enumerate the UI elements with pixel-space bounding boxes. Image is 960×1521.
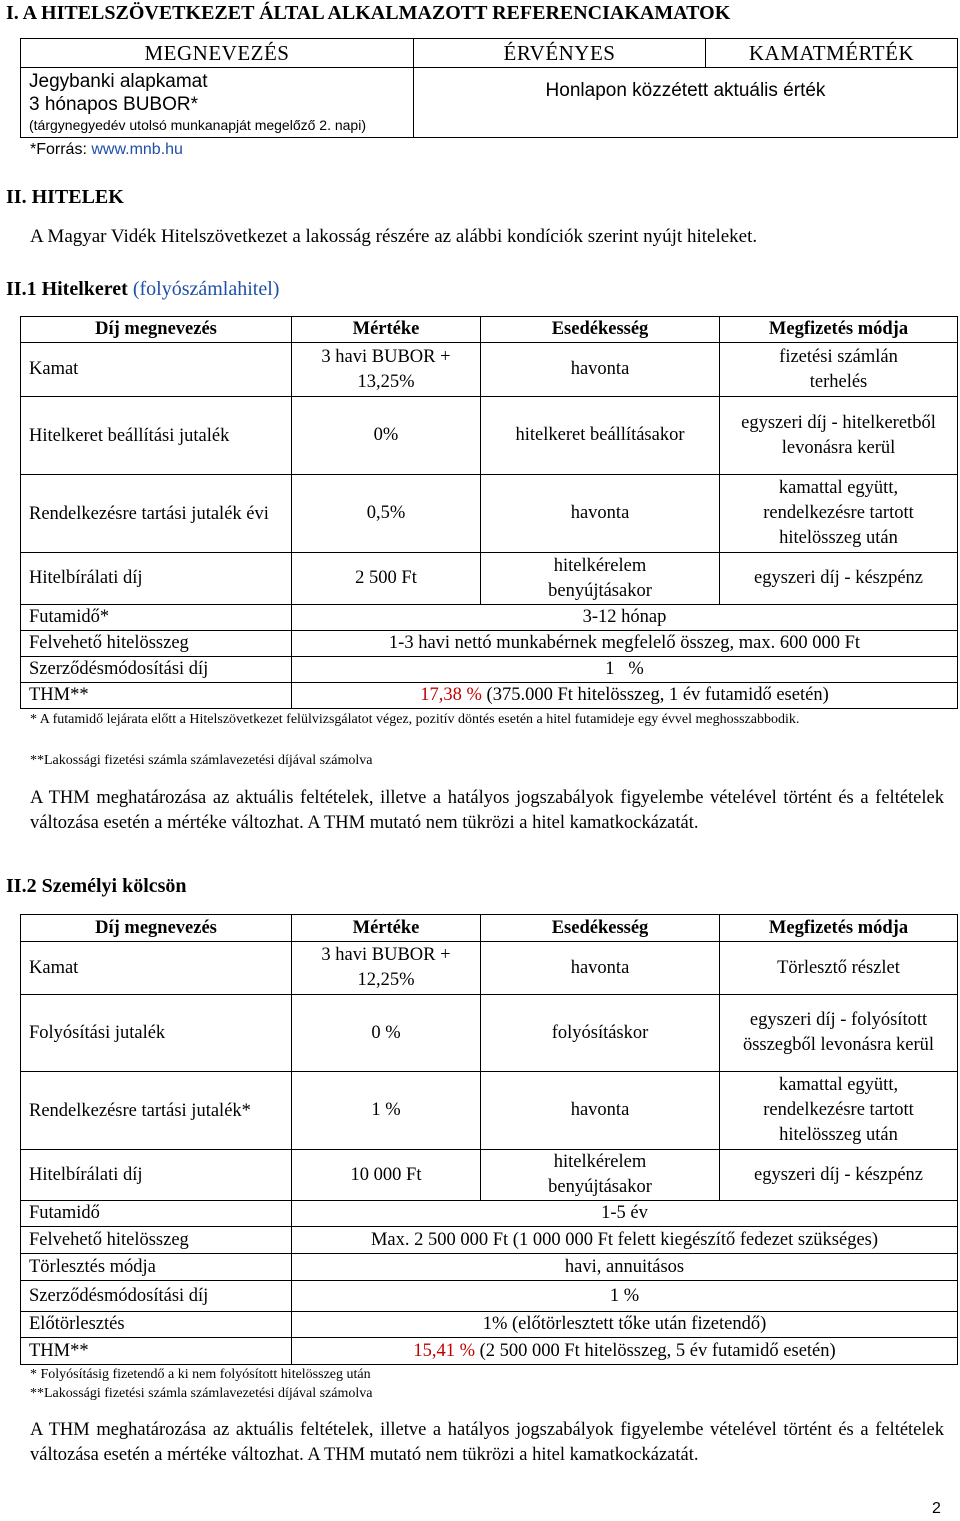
cl-thm-cell — [292, 683, 958, 709]
table-row — [21, 1254, 958, 1281]
cl-mod-value: 1 % — [292, 657, 958, 683]
cl-amount-value: 1-3 havi nettó munkabérnek megfelelő összeg, max. 600 000 Ft — [292, 631, 958, 657]
pl-thm-detail: (2 500 000 Ft hitelösszeg, 5 év futamidő esetén) — [474, 1340, 836, 1361]
table-row — [21, 942, 958, 995]
pl-row-name: Rendelkezésre tartási jutalék* — [21, 1072, 292, 1150]
credit-line-title-paren: (folyószámlahitel) — [132, 278, 280, 300]
ref-rows-cell — [21, 68, 414, 138]
pl-header-payment: Megfizetés módja — [720, 915, 958, 942]
cl-row-payment: egyszeri díj - hitelkeretből levonásra kerül — [720, 397, 958, 475]
pl-row-name: Folyósítási jutalék — [21, 995, 292, 1072]
cl-row-payment: kamattal együtt, rendelkezésre tartott hitelösszeg után — [720, 475, 958, 553]
pl-prepay-value: 1% (előtörlesztett tőke után fizetendő) — [292, 1312, 958, 1338]
pl-row-due: hitelkérelem benyújtásakor — [481, 1150, 720, 1201]
cl-row-rate: 2 500 Ft — [292, 553, 481, 605]
pl-row-due: havonta — [481, 1072, 720, 1150]
pl-note1: * Folyósításig fizetendő a ki nem folyósított hitelösszeg után — [30, 1367, 371, 1382]
section2-intro: A Magyar Vidék Hitelszövetkezet a lakosság részére az alábbi kondíciók szerint nyújt hiteleket. — [30, 226, 758, 247]
cl-row-due: havonta — [481, 343, 720, 397]
pl-row-rate: 0 % — [292, 995, 481, 1072]
pl-thm-cell — [292, 1338, 958, 1365]
table-row — [21, 1227, 958, 1254]
cl-thm-rate: 17,38 % — [420, 685, 482, 705]
cl-row-name: Rendelkezésre tartási jutalék évi — [21, 475, 292, 553]
pl-prepay-label: Előtörlesztés — [21, 1312, 292, 1338]
pl-term-value: 1-5 év — [292, 1201, 958, 1227]
cl-row-payment: egyszeri díj - készpénz — [720, 553, 958, 605]
reference-rates-table — [20, 38, 958, 138]
pl-repay-value: havi, annuitásos — [292, 1254, 958, 1281]
pl-row-name: Kamat — [21, 942, 292, 995]
table-row — [21, 1201, 958, 1227]
cl-row-name: Hitelkeret beállítási jutalék — [21, 397, 292, 475]
pl-thm-rate: 15,41 % — [413, 1340, 475, 1361]
cl-header-rate: Mértéke — [292, 317, 481, 343]
table-row — [21, 605, 958, 631]
ref-value: Honlapon közzétett aktuális érték — [414, 68, 958, 138]
table-row — [21, 683, 958, 709]
mnb-link[interactable]: www.mnb.hu — [91, 141, 183, 158]
pl-row-due: havonta — [481, 942, 720, 995]
cl-row-due: havonta — [481, 475, 720, 553]
pl-mod-label: Szerződésmódosítási díj — [21, 1281, 292, 1312]
table-row — [21, 553, 958, 605]
pl-row-rate: 1 % — [292, 1072, 481, 1150]
section1-title: I. A HITELSZÖVETKEZET ÁLTAL ALKALMAZOTT REFERENCIAKAMATOK — [6, 2, 731, 24]
source-line — [30, 141, 183, 159]
pl-row-rate: 10 000 Ft — [292, 1150, 481, 1201]
cl-mod-label: Szerződésmódosítási díj — [21, 657, 292, 683]
pl-row-payment: Törlesztő részlet — [720, 942, 958, 995]
pl-amount-value: Max. 2 500 000 Ft (1 000 000 Ft felett kiegészítő fedezet szükséges) — [292, 1227, 958, 1254]
pl-thm-label: THM** — [21, 1338, 292, 1365]
credit-line-table — [20, 316, 958, 709]
ref-row-bubor: 3 hónapos BUBOR* — [29, 94, 198, 115]
pl-row-payment: kamattal együtt, rendelkezésre tartott hitelösszeg után — [720, 1072, 958, 1150]
pl-thm-paragraph: A THM meghatározása az aktuális feltételek, illetve a hatályos jogszabályok figyelembe vételével történt és a feltételek változása esetén a mértéke változhat. A THM mutató nem tükrözi a hitel kamatkockázatát. — [30, 1420, 944, 1465]
pl-amount-label: Felvehető hitelösszeg — [21, 1227, 292, 1254]
cl-row-rate: 0% — [292, 397, 481, 475]
cl-term-value: 3-12 hónap — [292, 605, 958, 631]
table-row — [21, 1281, 958, 1312]
cl-header-payment: Megfizetés módja — [720, 317, 958, 343]
ref-header-rate: KAMATMÉRTÉK — [706, 39, 958, 68]
table-row — [21, 1338, 958, 1365]
table-row — [21, 343, 958, 397]
table-row — [21, 1072, 958, 1150]
cl-header-name: Díj megnevezés — [21, 317, 292, 343]
cl-amount-label: Felvehető hitelösszeg — [21, 631, 292, 657]
cl-row-name: Kamat — [21, 343, 292, 397]
table-row — [21, 657, 958, 683]
pl-row-rate: 3 havi BUBOR + 12,25% — [292, 942, 481, 995]
pl-row-name: Hitelbírálati díj — [21, 1150, 292, 1201]
pl-header-due: Esedékesség — [481, 915, 720, 942]
cl-note2: **Lakossági fizetési számla számlavezetési díjával számolva — [30, 753, 373, 768]
cl-term-label: Futamidő* — [21, 605, 292, 631]
cl-header-due: Esedékesség — [481, 317, 720, 343]
cl-thm-paragraph: A THM meghatározása az aktuális feltételek, illetve a hatályos jogszabályok figyelembe vételével történt és a feltételek változása esetén a mértéke változhat. A THM mutató nem tükrözi a hitel kamatkockázatát. — [30, 788, 944, 833]
pl-header-rate: Mértéke — [292, 915, 481, 942]
pl-note2: **Lakossági fizetési számla számlavezetési díjával számolva — [30, 1386, 373, 1401]
cl-thm-detail: (375.000 Ft hitelösszeg, 1 év futamidő esetén) — [481, 685, 829, 705]
ref-header-name: MEGNEVEZÉS — [21, 39, 414, 68]
cl-row-due: hitelkérelem benyújtásakor — [481, 553, 720, 605]
pl-term-label: Futamidő — [21, 1201, 292, 1227]
pl-row-payment: egyszeri díj - folyósított összegből levonásra kerül — [720, 995, 958, 1072]
page-number: 2 — [932, 1500, 941, 1517]
cl-row-rate: 0,5% — [292, 475, 481, 553]
pl-row-due: folyósításkor — [481, 995, 720, 1072]
pl-header-name: Díj megnevezés — [21, 915, 292, 942]
credit-line-title-prefix: II.1 Hitelkeret — [6, 278, 133, 300]
table-row — [21, 1312, 958, 1338]
ref-row-bubor-note: (tárgynegyedév utolsó munkanapját megelőző 2. napi) — [29, 117, 366, 133]
personal-loan-table — [20, 914, 958, 1365]
section2-title: II. HITELEK — [6, 186, 124, 208]
cl-row-name: Hitelbírálati díj — [21, 553, 292, 605]
table-row — [21, 1150, 958, 1201]
personal-loan-title: II.2 Személyi kölcsön — [6, 875, 187, 897]
cl-row-payment: fizetési számlán terhelés — [720, 343, 958, 397]
pl-row-payment: egyszeri díj - készpénz — [720, 1150, 958, 1201]
table-row — [21, 631, 958, 657]
table-row — [21, 475, 958, 553]
credit-line-title — [6, 278, 279, 301]
table-row — [21, 995, 958, 1072]
ref-row-base-rate: Jegybanki alapkamat — [29, 71, 208, 92]
cl-thm-label: THM** — [21, 683, 292, 709]
cl-note1: * A futamidő lejárata előtt a Hitelszövetkezet felülvizsgálatot végez, pozitív döntés esetén a hitel futamideje egy évvel meghosszabbodik. — [30, 712, 800, 727]
cl-row-due: hitelkeret beállításakor — [481, 397, 720, 475]
ref-header-valid: ÉRVÉNYES — [414, 39, 706, 68]
pl-mod-value: 1 % — [292, 1281, 958, 1312]
cl-row-rate: 3 havi BUBOR + 13,25% — [292, 343, 481, 397]
source-label: *Forrás: — [30, 141, 92, 158]
pl-repay-label: Törlesztés módja — [21, 1254, 292, 1281]
table-row — [21, 397, 958, 475]
